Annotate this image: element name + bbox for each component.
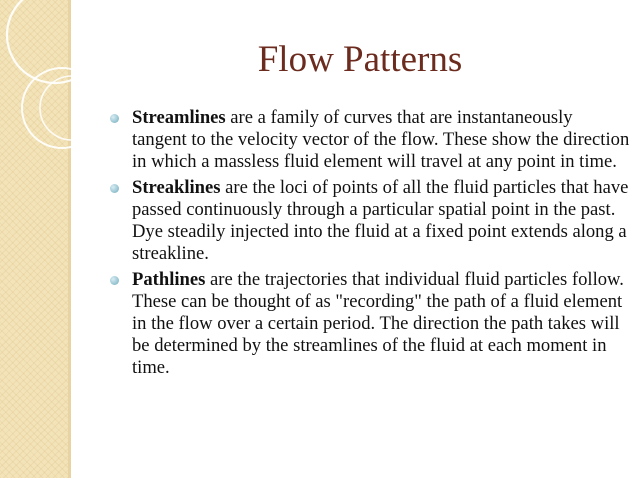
- bullet-term: Pathlines: [132, 269, 206, 290]
- bullet-streaklines: [110, 177, 630, 265]
- bullet-pathlines: [110, 269, 630, 379]
- bullet-streamlines: [110, 107, 630, 173]
- bullet-term: Streaklines: [132, 177, 221, 198]
- bullet-list: [110, 107, 630, 383]
- bullet-icon: [110, 184, 119, 193]
- bullet-icon: [110, 276, 119, 285]
- bullet-term: Streamlines: [132, 107, 226, 128]
- bullet-text: are a family of curves that are instantaneously tangent to the velocity vector of the flow. These show the direction in which a massless fluid element will travel at any point in time.: [132, 107, 630, 172]
- slide-title: Flow Patterns: [257, 39, 463, 80]
- bullet-text: are the loci of points of all the fluid particles that have passed continuously through a particular spatial point in the past. Dye steadily injected into the fluid at a fixed point extends along a streakline.: [132, 177, 629, 264]
- bullet-icon: [110, 114, 119, 123]
- bullet-text: are the trajectories that individual fluid particles follow. These can be thought of as "recording" the path of a fluid element in the flow over a certain period. The direction the path takes will be determined by the streamlines of the fluid at each moment in time.: [132, 269, 624, 378]
